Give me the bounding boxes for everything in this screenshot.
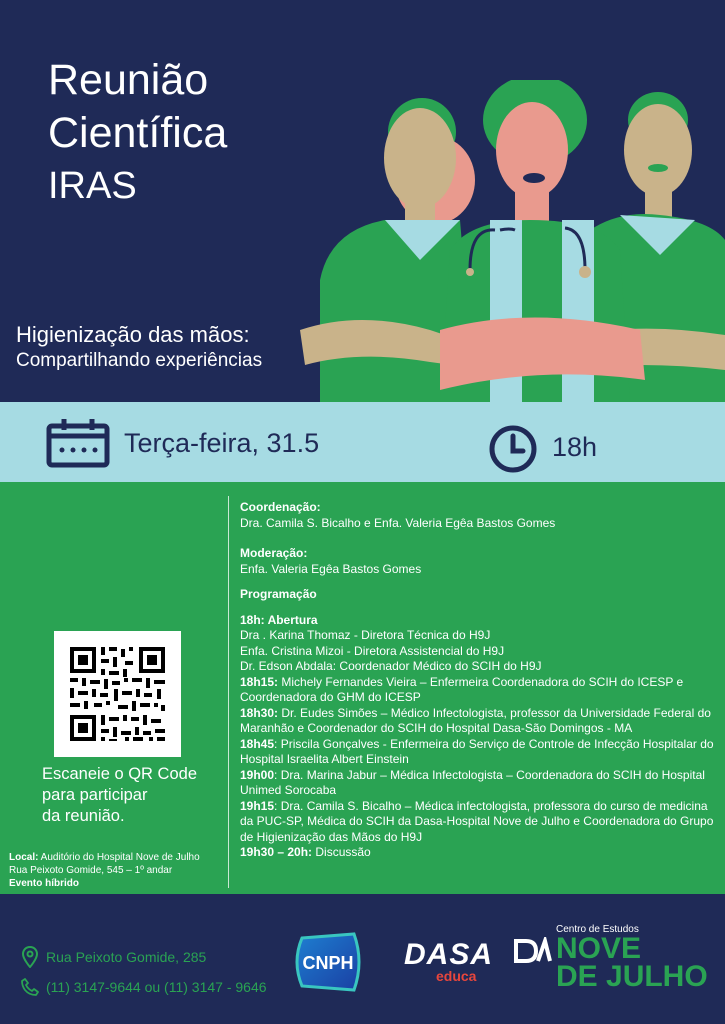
- moderation-label: Moderação:: [240, 546, 308, 560]
- session-3-text: : Priscila Gonçalves - Enfermeira do Serviço de Controle de Infecção Hospitalar do Hospital Israelita Albert Einstein: [240, 736, 714, 766]
- nurses-illustration: [300, 80, 725, 402]
- qr-code[interactable]: [54, 631, 181, 757]
- title-line-2: Científica: [48, 109, 228, 157]
- cnph-logo-text: CNPH: [302, 953, 354, 973]
- venue-label: Local:: [9, 852, 39, 863]
- qr-line-2: para participar: [42, 786, 148, 804]
- session-2: [240, 706, 720, 737]
- qr-instructions: [42, 764, 197, 827]
- session-4-text: : Dra. Marina Jabur – Médica Infectologista – Coordenadora do SCIH do Hospital Unimed Sorocaba: [240, 767, 705, 797]
- opening-speaker-2: Enfa. Cristina Mizoi - Diretora Assistencial do H9J: [240, 643, 505, 658]
- title-line-1: Reunião: [48, 56, 209, 104]
- clock-icon: [488, 424, 538, 474]
- session-1: [240, 675, 720, 706]
- centro-estudos-text: Centro de Estudos: [556, 924, 639, 935]
- footer: [0, 894, 725, 1024]
- title-line-3: IRAS: [48, 165, 137, 207]
- program-label: Programação: [240, 587, 317, 601]
- session-3: [240, 737, 720, 768]
- opening-speaker-1: Dra . Karina Thomaz - Diretora Técnica do H9J: [240, 628, 491, 642]
- subtitle-line-2: Compartilhando experiências: [16, 350, 263, 371]
- dasa-educa-logo: [404, 938, 493, 984]
- event-date: Terça-feira, 31.5: [124, 428, 320, 458]
- contact-info: [20, 942, 267, 1002]
- session-6-time: 19h30 – 20h:: [240, 845, 313, 859]
- dasa-mark-icon: [514, 937, 552, 965]
- opening-label: 18h: Abertura: [240, 612, 318, 627]
- phone-icon: [20, 978, 40, 996]
- coordination-text: Dra. Camila S. Bicalho e Enfa. Valeria Egêa Bastos Gomes: [240, 515, 556, 530]
- session-6: [240, 845, 720, 861]
- session-4: [240, 768, 720, 799]
- qr-code-graphic: [54, 631, 181, 757]
- dasa-educa-text: educa: [436, 968, 477, 984]
- qr-line-3: da reunião.: [42, 807, 125, 825]
- venue-line-1: Auditório do Hospital Nove de Julho: [38, 852, 200, 863]
- nj-line-1: NOVE: [556, 932, 642, 965]
- coordination-label: Coordenação:: [240, 500, 321, 514]
- vertical-divider: [228, 496, 229, 888]
- date-band: [0, 402, 725, 482]
- calendar-icon: [46, 418, 110, 468]
- session-5-time: 19h15: [240, 798, 275, 813]
- venue-info: [9, 851, 200, 890]
- session-2-text: Dr. Eudes Simões – Médico Infectologista, professor da Universidade Federal do Maranhão e Coordenador do SCIH do Hospital Dasa-São Domingos - MA: [240, 705, 711, 735]
- opening-speaker-3: Dr. Edson Abdala: Coordenador Médico do SCIH do H9J: [240, 659, 542, 673]
- nove-de-julho-logo: [514, 924, 708, 991]
- location-pin-icon: [20, 946, 40, 968]
- session-1-time: 18h15:: [240, 674, 279, 689]
- session-5-text: : Dra. Camila S. Bicalho – Médica infectologista, professora do curso de medicina da PUC-SP, Médica do SCIH da Dasa-Hospital Nove de Julho e Coordenadora do Grupo de Higienização das Mãos do H9J: [240, 798, 714, 844]
- page-title: [48, 54, 227, 213]
- header-section: [0, 0, 725, 402]
- hybrid-event: Evento híbrido: [9, 878, 79, 889]
- cnph-logo: [288, 924, 368, 1000]
- subtitle: [16, 322, 262, 372]
- dasa-logo-text: DASA: [404, 938, 494, 971]
- subtitle-line-1: Higienização das mãos:: [16, 322, 250, 347]
- moderation-text: Enfa. Valeria Egêa Bastos Gomes: [240, 561, 422, 576]
- session-5: [240, 799, 720, 846]
- event-time: 18h: [552, 432, 598, 462]
- session-2-time: 18h30:: [240, 705, 279, 720]
- qr-line-1: Escaneie o QR Code: [42, 765, 198, 783]
- session-3-time: 18h45: [240, 736, 275, 751]
- program-details: [240, 500, 720, 861]
- phone-text: (11) 3147-9644 ou (11) 3147 - 9646: [46, 979, 267, 995]
- venue-line-2: Rua Peixoto Gomide, 545 – 1º andar: [9, 865, 173, 876]
- session-6-text: Discussão: [312, 845, 371, 859]
- nj-line-2: DE JULHO: [556, 960, 708, 993]
- address-text: Rua Peixoto Gomide, 285: [46, 949, 207, 965]
- session-4-time: 19h00: [240, 767, 275, 782]
- program-section: [0, 482, 725, 894]
- session-1-text: Michely Fernandes Vieira – Enfermeira Coordenadora do SCIH do ICESP e Coordenadora do GHM do ICESP: [240, 674, 684, 704]
